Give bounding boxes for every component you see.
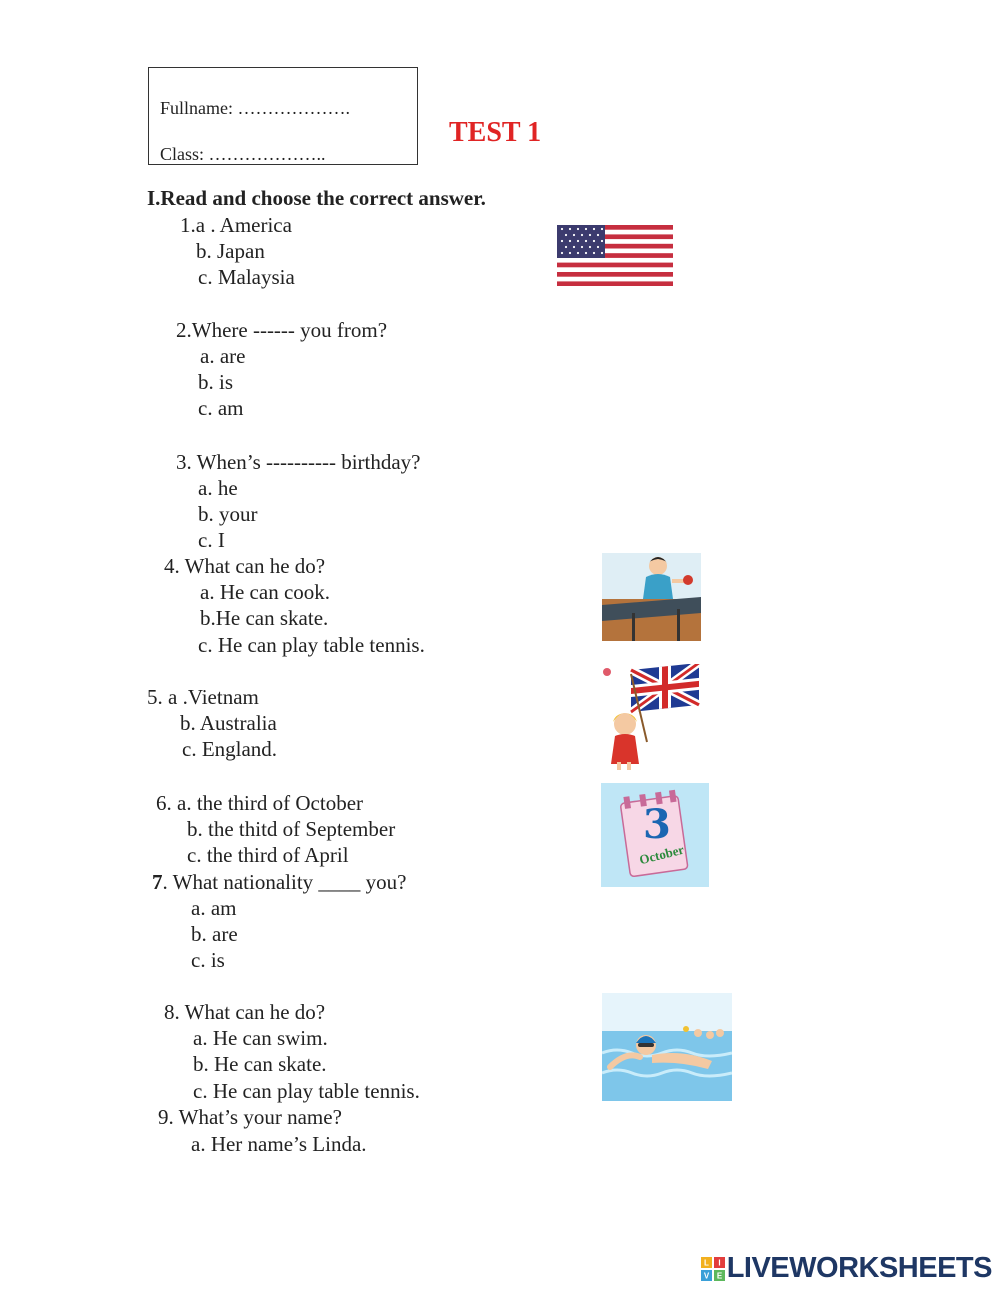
- q7-option-b[interactable]: b. are: [191, 922, 238, 946]
- q2-option-b[interactable]: b. is: [198, 370, 234, 394]
- q7-option-a[interactable]: a. am: [191, 896, 237, 920]
- swimming-boy-image: [602, 993, 732, 1101]
- q5-option-c[interactable]: c. England.: [182, 737, 278, 761]
- logo-tile-l: L: [703, 1258, 709, 1267]
- calendar-month: October: [637, 841, 686, 868]
- q4-option-a[interactable]: a. He can cook.: [200, 580, 331, 604]
- q3-option-b[interactable]: b. your: [198, 502, 258, 526]
- calendar-image: [601, 783, 709, 887]
- q6-option-a[interactable]: 6. a. the third of October: [156, 791, 364, 815]
- logo-tile-e: E: [716, 1271, 722, 1280]
- q4-question: 4. What can he do?: [164, 554, 326, 578]
- q3-option-a[interactable]: a. he: [198, 476, 238, 500]
- fullname-label: Fullname: ……………….: [160, 98, 350, 118]
- q7-question: [152, 869, 406, 895]
- q3-option-c[interactable]: c. I: [198, 528, 225, 552]
- q6-option-c[interactable]: c. the third of April: [187, 843, 349, 867]
- instruction-heading: I.Read and choose the correct answer.: [147, 186, 486, 210]
- q8-option-b[interactable]: b. He can skate.: [193, 1052, 327, 1076]
- q7-number: 7: [152, 870, 163, 894]
- q2-option-c[interactable]: c. am: [198, 396, 244, 420]
- q8-option-c[interactable]: c. He can play table tennis.: [193, 1079, 420, 1103]
- q4-option-c[interactable]: c. He can play table tennis.: [198, 633, 425, 657]
- q2-option-a[interactable]: a. are: [200, 344, 246, 368]
- liveworksheets-logo: [701, 1252, 992, 1285]
- q5-option-a[interactable]: 5. a .Vietnam: [147, 685, 259, 709]
- test-title: TEST 1: [449, 117, 542, 148]
- calendar-day: 3: [643, 801, 671, 848]
- q4-option-b[interactable]: b.He can skate.: [200, 606, 329, 630]
- q1-option-c[interactable]: c. Malaysia: [198, 265, 295, 289]
- girl-with-uk-flag-image: [603, 664, 701, 770]
- q9-question: 9. What’s your name?: [158, 1105, 342, 1129]
- q1-option-a[interactable]: 1.a . America: [180, 213, 292, 237]
- student-info-box: [148, 67, 418, 165]
- class-label: Class: ………………..: [160, 144, 326, 164]
- q8-option-a[interactable]: a. He can swim.: [193, 1026, 328, 1050]
- q3-question: 3. When’s ---------- birthday?: [176, 450, 421, 474]
- logo-tile-v: V: [703, 1271, 709, 1280]
- logo-text: LIVEWORKSHEETS: [726, 1252, 992, 1284]
- q7-option-c[interactable]: c. is: [191, 948, 225, 972]
- q5-option-b[interactable]: b. Australia: [180, 711, 277, 735]
- q9-option-a[interactable]: a. Her name’s Linda.: [191, 1132, 367, 1156]
- table-tennis-boy-image: [602, 553, 701, 641]
- q7-question-text: . What nationality ____ you?: [162, 870, 407, 894]
- q8-question: 8. What can he do?: [164, 1000, 326, 1024]
- usa-flag-image: [557, 225, 673, 286]
- q1-option-b[interactable]: b. Japan: [196, 239, 265, 263]
- logo-tiles-icon: [701, 1257, 725, 1281]
- logo-tile-i: I: [718, 1258, 721, 1267]
- q6-option-b[interactable]: b. the thitd of September: [187, 817, 396, 841]
- q2-question: 2.Where ------ you from?: [176, 318, 388, 342]
